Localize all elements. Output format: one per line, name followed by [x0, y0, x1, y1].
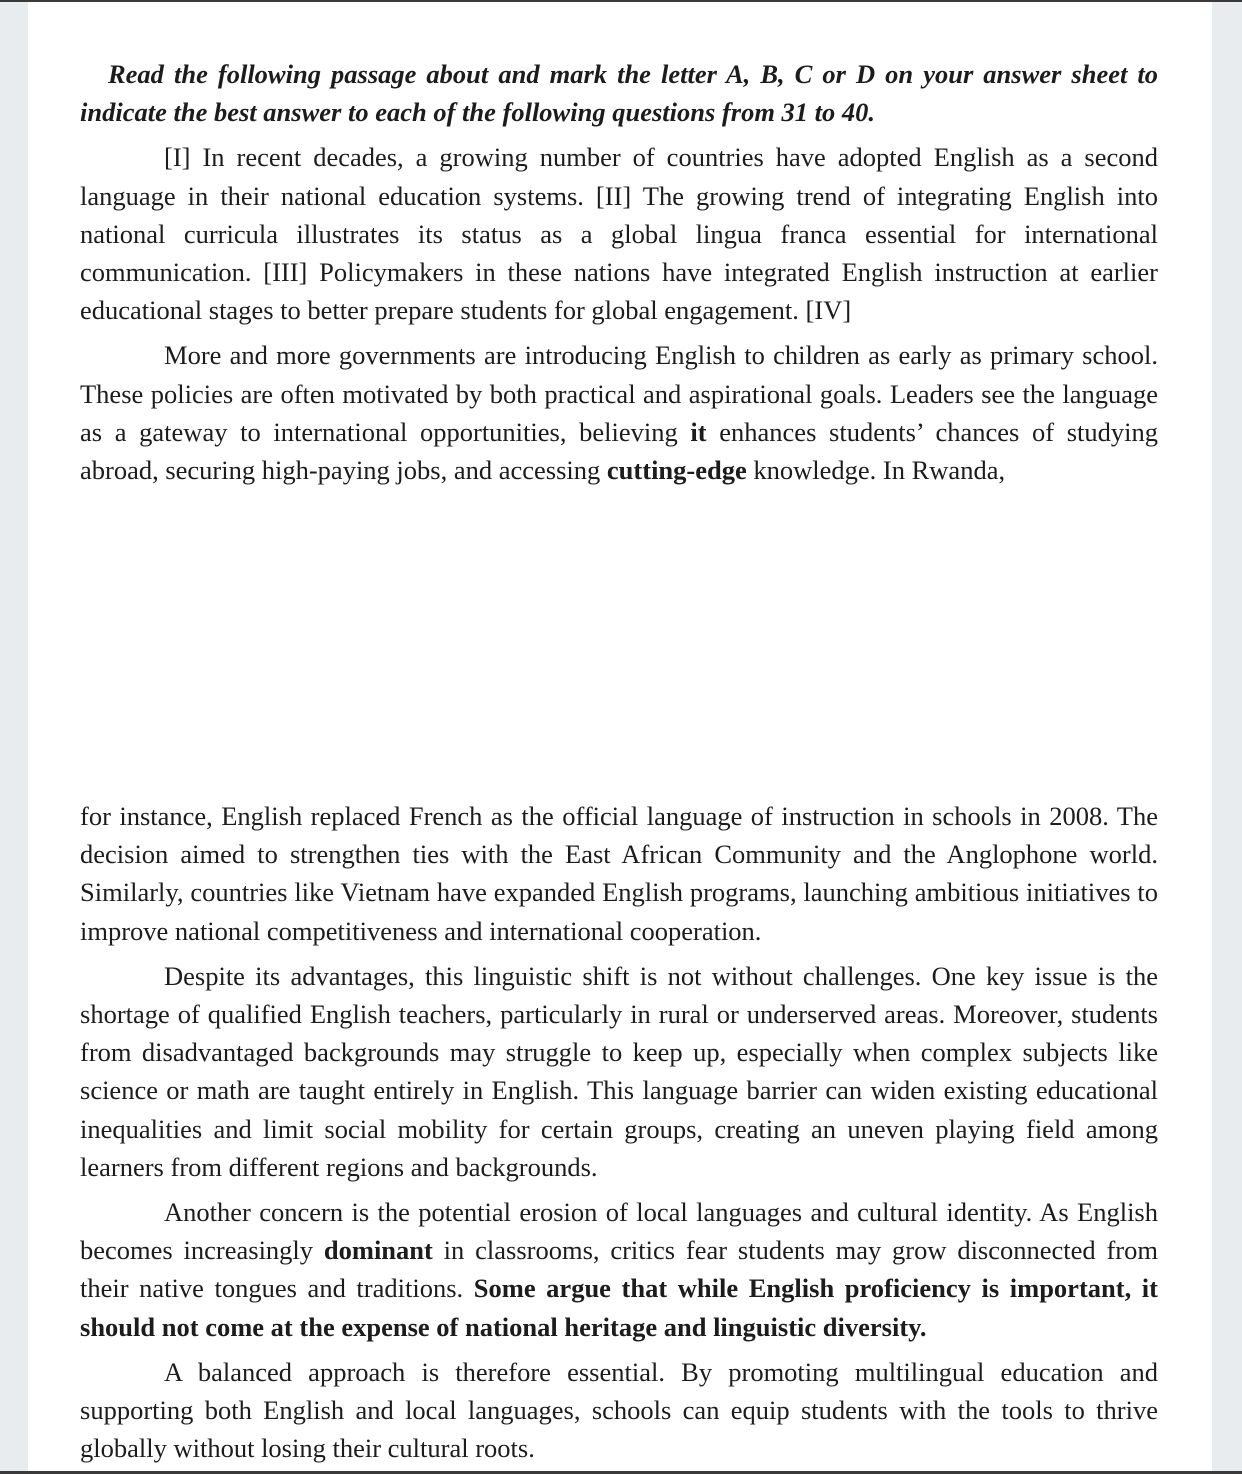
- instruction-text: Read the following passage about and mark the letter A, B, C or D on your answer sheet to indicate the best answer to each of the following questions from 31 to 40.: [80, 59, 1158, 128]
- paragraph-2-continued: for instance, English replaced French as the official language of instruction in schools in 2008. The decision aimed to strengthen ties with the East African Community and the Anglophone world. Similarly, countries like Vietnam have expanded English programs, launching ambitious initiatives to improve national competitiveness and international cooperation.: [80, 801, 1158, 946]
- paragraph-4: Another concern is the potential erosion of local languages and cultural identity. As English becomes increasingly dominant in classrooms, critics fear students may grow disconnected from their native tongues and traditions. Some argue that while English proficiency is important, it should not come at the expense of national heritage and linguistic diversity.: [80, 1197, 1158, 1342]
- left-gutter: [0, 2, 28, 1471]
- paragraph-2: More and more governments are introducing English to children as early as primary school. These policies are often motivated by both practical and aspirational goals. Leaders see the language as a gateway to international opportunities, believing it enhances students’ chances of studying abroad, securing high-paying jobs, and accessing cutting-edge knowledge. In Rwanda,: [80, 340, 1158, 486]
- paragraph-3: Despite its advantages, this linguistic shift is not without challenges. One key issue is the shortage of qualified English teachers, particularly in rural or underserved areas. Moreover, students from disadvantaged backgrounds may struggle to keep up, especially when complex subjects like science or math are taught entirely in English. This language barrier can widen existing educational inequalities and limit social mobility for certain groups, creating an uneven playing field among learners from different regions and backgrounds.: [80, 960, 1158, 1182]
- paragraph-1: [I] In recent decades, a growing number of countries have adopted English as a second language in their national education systems. [II] The growing trend of integrating English into national curricula illustrates its status as a global lingua franca essential for international communication. [III] Policymakers in these nations have integrated English instruction at earlier educational stages to better prepare students for global engagement. [IV]: [80, 142, 1158, 326]
- highlight-dominant: dominant: [323, 1235, 433, 1266]
- highlight-sentence: Some argue that while English proficiency is important, it should not come at the expense of national heritage and linguistic diversity.: [80, 1273, 1158, 1342]
- passage-bottom: [80, 797, 1158, 1474]
- passage-top: [80, 55, 1158, 496]
- paragraph-5: A balanced approach is therefore essential. By promoting multilingual education and supporting both English and local languages, schools can equip students with the tools to thrive globally without losing their cultural roots.: [80, 1356, 1158, 1464]
- highlight-it: it: [690, 416, 707, 447]
- document-page: [28, 2, 1212, 1471]
- highlight-cutting-edge: cutting-edge: [606, 455, 747, 486]
